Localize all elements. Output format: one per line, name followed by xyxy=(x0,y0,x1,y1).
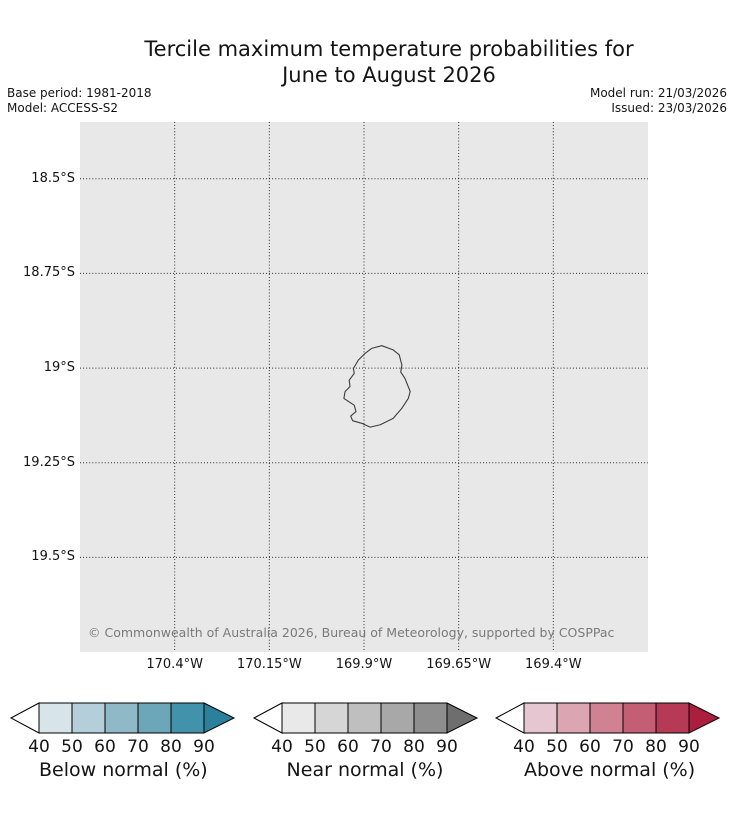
longitude-tick-label: 169.65°W xyxy=(426,657,492,672)
colorbar-tick-label: 70 xyxy=(127,737,149,757)
colorbar-above-normal xyxy=(495,702,721,788)
colorbar-tick-label: 40 xyxy=(28,737,50,757)
colorbar-segment xyxy=(282,703,315,733)
latitude-tick-label: 19.25°S xyxy=(23,454,75,470)
map-canvas xyxy=(80,122,648,652)
colorbar-tick-label: 50 xyxy=(61,737,83,757)
legend-title: Above normal (%) xyxy=(524,759,696,781)
latitude-tick-label: 19°S xyxy=(43,360,75,376)
colorbar-ticks xyxy=(253,737,479,757)
chart-title-line1: Tercile maximum temperature probabilities for xyxy=(144,37,634,61)
chart-title-line2: June to August 2026 xyxy=(282,63,496,87)
colorbar-tick-label: 60 xyxy=(579,737,601,757)
colorbar-segment xyxy=(315,703,348,733)
longitude-tick-label: 169.4°W xyxy=(525,657,582,672)
legend-title: Near normal (%) xyxy=(286,759,444,781)
longitude-axis xyxy=(80,657,648,675)
longitude-tick-label: 170.4°W xyxy=(146,657,203,672)
colorbar-left-arrow xyxy=(11,703,39,733)
colorbar-tick-label: 50 xyxy=(304,737,326,757)
map-panel xyxy=(80,122,648,652)
colorbar-tick-label: 60 xyxy=(337,737,359,757)
colorbar-bar xyxy=(10,702,236,735)
colorbar-tick-label: 40 xyxy=(513,737,535,757)
colorbar-bar xyxy=(253,702,479,735)
colorbar-tick-label: 80 xyxy=(645,737,667,757)
colorbar-ticks xyxy=(495,737,721,757)
colorbar-tick-label: 90 xyxy=(678,737,700,757)
colorbar-segment xyxy=(590,703,623,733)
run-metadata-right xyxy=(590,86,727,115)
colorbar-tick-label: 90 xyxy=(436,737,458,757)
colorbar-segment xyxy=(105,703,138,733)
colorbar-tick-label: 70 xyxy=(370,737,392,757)
island-outline-niue xyxy=(344,346,410,427)
colorbar-tick-label: 50 xyxy=(546,737,568,757)
colorbar-segment xyxy=(656,703,689,733)
colorbar-segment xyxy=(414,703,447,733)
colorbar-segment xyxy=(72,703,105,733)
run-metadata-left xyxy=(7,86,152,115)
colorbar-tick-label: 70 xyxy=(612,737,634,757)
colorbar-ticks xyxy=(10,737,236,757)
colorbar-segment xyxy=(524,703,557,733)
issued-text: Issued: 23/03/2026 xyxy=(611,100,727,115)
colorbar-left-arrow xyxy=(496,703,524,733)
colorbar-tick-label: 40 xyxy=(271,737,293,757)
colorbar-segment xyxy=(623,703,656,733)
latitude-tick-label: 18.5°S xyxy=(31,170,75,186)
chart-title xyxy=(42,36,736,88)
colorbar-segment xyxy=(381,703,414,733)
colorbar-near-normal xyxy=(253,702,479,788)
model-run-text: Model run: 21/03/2026 xyxy=(589,86,727,100)
colorbar-segment xyxy=(557,703,590,733)
colorbar-tick-label: 80 xyxy=(403,737,425,757)
latitude-tick-label: 18.75°S xyxy=(23,265,75,281)
latitude-axis xyxy=(0,122,75,652)
colorbar-segment xyxy=(39,703,72,733)
colorbar-right-arrow xyxy=(204,703,234,733)
colorbar-left-arrow xyxy=(254,703,282,733)
base-period-text: Base period: 1981-2018 xyxy=(7,86,152,100)
latitude-tick-label: 19.5°S xyxy=(31,549,75,565)
colorbar-segment xyxy=(138,703,171,733)
colorbar-tick-label: 90 xyxy=(193,737,215,757)
longitude-tick-label: 169.9°W xyxy=(335,657,393,672)
legend-title: Below normal (%) xyxy=(39,759,208,781)
colorbar-right-arrow xyxy=(689,703,719,733)
colorbar-segment xyxy=(171,703,204,733)
colorbar-right-arrow xyxy=(447,703,477,733)
colorbar-bar xyxy=(495,702,721,735)
copyright-text: © Commonwealth of Australia 2026, Bureau of Meteorology, supported by COSPPac xyxy=(88,625,615,640)
colorbar-tick-label: 60 xyxy=(94,737,116,757)
colorbar-tick-label: 80 xyxy=(160,737,182,757)
longitude-tick-label: 170.15°W xyxy=(236,657,302,672)
colorbar-below-normal xyxy=(10,702,236,788)
colorbar-segment xyxy=(348,703,381,733)
model-text: Model: ACCESS-S2 xyxy=(7,100,119,115)
